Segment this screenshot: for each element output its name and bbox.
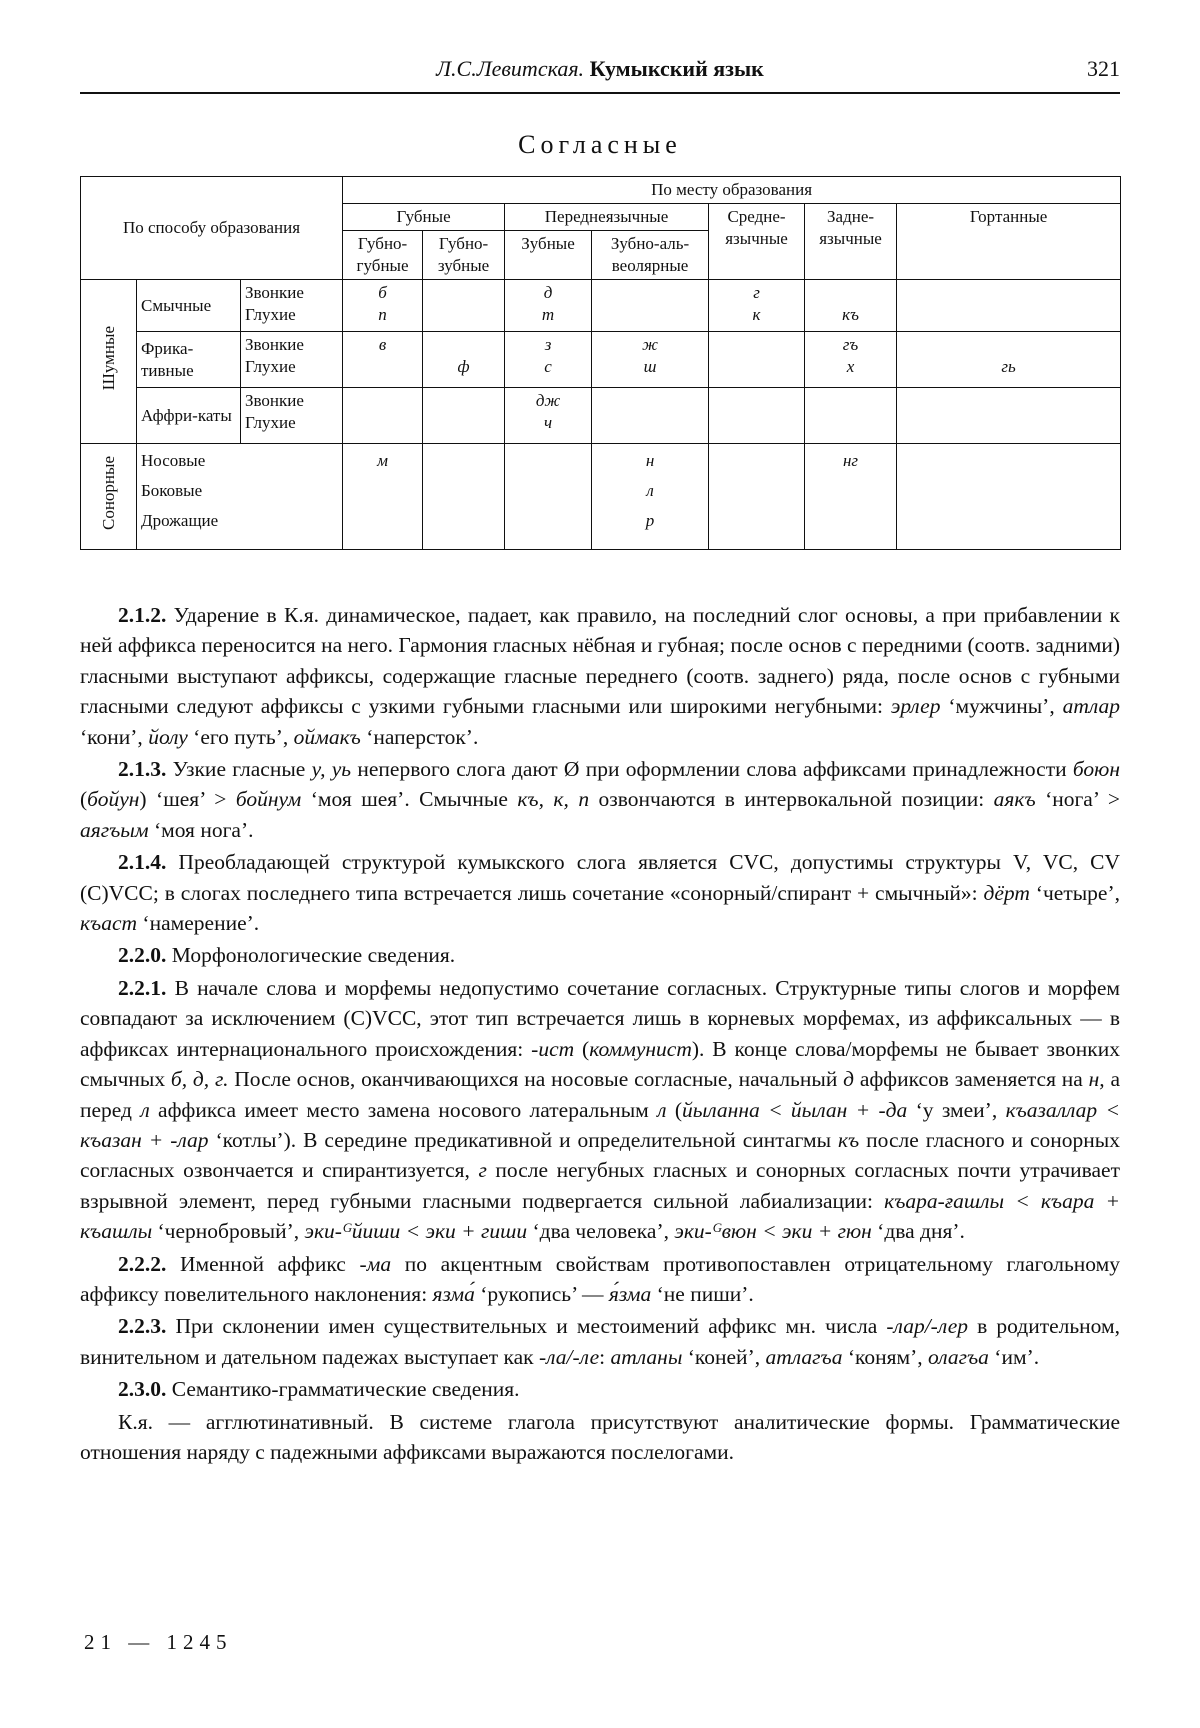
table-title: Согласные xyxy=(518,130,682,159)
paragraph-2-2-1: 2.2.1. В начале слова и морфемы недопустимо сочетание согласных. Структурные типы слогов и морфем совпадают за исключением (C)VCC, этот тип встречается лишь в корневых морфемах, из аффиксальных — в аффиксах интернационального происхождения: -ист (коммунист). В конце слова/морфемы не бывает звонких смычных б, д, г. После основ, оканчивающихся на носовые согласные, начальный д аффиксов заменяется на н, а перед л аффикса имеет место замена носового латеральным л (йыланна < йылан + -да ‘у змеи’, къазаллар < къазан + -лар ‘котлы’). В середине предикативной и определительной синтагмы къ после гласного и сонорных согласных озвончается и спирантизуется, г после негубных гласных и сонорных согласных почти утрачивает взрывной элемент, перед губными гласными подвергается сильной лабиализации: къара-ғашлы < къара + къашлы ‘чернобровый’, эки-ᴳйиши < эки + гиши ‘два человека’, эки-ᴳвюн < эки + гюн ‘два дня’. xyxy=(80,975,1121,1244)
cell-stop-laryngeal xyxy=(897,280,1121,332)
noisy-group xyxy=(81,280,137,444)
cell-aff-dental xyxy=(505,388,592,444)
phoneme: ш xyxy=(643,357,657,376)
cell-son-alveolar xyxy=(592,444,709,550)
frontlingual-header: Переднеязычные xyxy=(505,204,709,231)
cell-stop-bilabial xyxy=(343,280,423,332)
phoneme: нг xyxy=(842,451,859,470)
paragraph-2-1-3: 2.1.3. Узкие гласные у, уь непервого слога дают Ø при оформлении слова аффиксами принадлежности боюн (бойун) ‘шея’ > бойнум ‘моя шея’. Смычные къ, к, п озвончаются в интервокальной позиции: аякъ ‘нога’ > аягъым ‘моя нога’. xyxy=(80,757,1121,842)
labiodental-header: Губно-зубные xyxy=(423,231,505,280)
paragraph-2-2-3: 2.2.3. При склонении имен существительных и местоимений аффикс мн. числа -лар/-лер в родительном, винительном и дательном падежах выступает как -ла/-ле: атланы ‘коней’, атлагъа ‘коням’, олагъа ‘им’. xyxy=(80,1314,1121,1369)
paragraph-2-3-0: 2.3.0. Семантико-грамматические сведения. xyxy=(118,1377,520,1402)
phoneme: з xyxy=(544,335,552,354)
cell-fric-bilabial xyxy=(343,332,423,388)
cell-stop-dental xyxy=(505,280,592,332)
nasal-label: Носовые xyxy=(141,451,206,470)
cell-son-bilabial xyxy=(343,444,423,550)
fricatives-voicing xyxy=(241,332,343,388)
cell-stop-alveolar xyxy=(592,280,709,332)
phoneme: п xyxy=(378,305,387,324)
affricates-label: Аффри-каты xyxy=(137,388,241,444)
phoneme: с xyxy=(544,357,552,376)
noisy-label: Шумные xyxy=(98,326,118,391)
cell-fric-back xyxy=(805,332,897,388)
phoneme: д xyxy=(543,283,553,302)
voiceless-label: Глухие xyxy=(245,413,296,432)
paragraph-2-2-2: 2.2.2. Именной аффикс -ма по акцентным свойствам противопоставлен отрицательному глагольному аффиксу повелительного наклонения: язма́ ‘рукопись’ — я́зма ‘не пиши’. xyxy=(80,1251,1120,1306)
manner-header: По способу образования xyxy=(81,177,343,280)
bilabial-header: Губно-губные xyxy=(343,231,423,280)
cell-stop-labiodental xyxy=(423,280,505,332)
cell-stop-mid xyxy=(709,280,805,332)
cell-fric-laryngeal xyxy=(897,332,1121,388)
consonant-table xyxy=(80,176,1121,550)
phoneme: ч xyxy=(543,413,553,432)
paragraph-2-1-4: 2.1.4. Преобладающей структурой кумыкского слога является CVC, допустимы структуры V, VC, CV (C)VCC; в слогах последнего типа встречается лишь сочетание «сонорный/спирант + смычный»: дёрт ‘четыре’, къаст ‘намерение’. xyxy=(80,850,1120,936)
backlingual-header: Задне-язычные xyxy=(805,204,897,280)
affricates-voicing xyxy=(241,388,343,444)
cell-fric-mid xyxy=(709,332,805,388)
labials-header: Губные xyxy=(343,204,505,231)
dental-header: Зубные xyxy=(505,231,592,280)
phoneme: дж xyxy=(535,391,561,410)
midlingual-header: Средне-язычные xyxy=(709,204,805,280)
paragraph-final: К.я. — агглютинативный. В системе глагола присутствуют аналитические формы. Грамматические отношения наряду с падежными аффиксами выражаются послелогами. xyxy=(80,1409,1120,1464)
voiced-label: Звонкие xyxy=(245,283,304,302)
phoneme: ж xyxy=(642,335,658,354)
paragraph-2-2-0: 2.2.0. Морфонологические сведения. xyxy=(118,943,456,968)
laryngeal-header: Гортанные xyxy=(897,204,1121,280)
phoneme: к xyxy=(752,305,761,324)
alveolar-header: Зубно-аль-веолярные xyxy=(592,231,709,280)
phoneme: г xyxy=(753,283,760,302)
phoneme: х xyxy=(846,357,855,376)
running-header xyxy=(80,50,1120,94)
cell-stop-back xyxy=(805,280,897,332)
voiceless-label: Глухие xyxy=(245,357,296,376)
phoneme: в xyxy=(378,335,387,354)
phoneme: къ xyxy=(842,305,859,324)
phoneme: ф xyxy=(457,357,470,376)
body-text xyxy=(80,600,1120,1469)
stops-voicing xyxy=(241,280,343,332)
stops-label: Смычные xyxy=(137,280,241,332)
article-title: Кумыкский язык xyxy=(589,56,764,81)
printer-signature: 21 — 1245 xyxy=(84,1630,233,1654)
fricatives-label: Фрика-тивные xyxy=(137,332,241,388)
author-name: Л.С.Левитская. xyxy=(436,56,585,81)
phoneme: м xyxy=(377,451,388,470)
sonorant-label: Сонорные xyxy=(98,456,118,531)
voiced-label: Звонкие xyxy=(245,335,304,354)
phoneme: р xyxy=(645,511,655,530)
trill-label: Дрожащие xyxy=(141,511,219,530)
sonorant-types xyxy=(137,444,343,550)
cell-fric-labiodental xyxy=(423,332,505,388)
voiced-label: Звонкие xyxy=(245,391,304,410)
cell-son-back xyxy=(805,444,897,550)
place-header: По месту образования xyxy=(343,177,1121,204)
voiceless-label: Глухие xyxy=(245,305,296,324)
cell-fric-dental xyxy=(505,332,592,388)
phoneme: н xyxy=(645,451,655,470)
phoneme: т xyxy=(541,305,555,324)
running-title xyxy=(80,56,1120,82)
phoneme: л xyxy=(646,481,654,500)
sonorant-group xyxy=(81,444,137,550)
phoneme: б xyxy=(378,283,387,302)
paragraph-2-1-2: 2.1.2. Ударение в К.я. динамическое, падает, как правило, на последний слог основы, а при прибавлении к ней аффикса переносится на него. Гармония гласных нёбная и губная; после основ с передними (соотв. задними) гласными выступают аффиксы, содержащие гласные переднего (соотв. заднего) ряда, после основ с губными гласными следуют аффиксы с узкими губными гласными или широкими негубными: эрлер ‘мужчины’, атлар ‘кони’, йолу ‘его путь’, оймакъ ‘наперсток’. xyxy=(80,603,1120,749)
page-number: 321 xyxy=(1087,56,1120,81)
phoneme: гь xyxy=(1001,357,1016,376)
lateral-label: Боковые xyxy=(141,481,203,500)
phoneme: гъ xyxy=(842,335,859,354)
cell-fric-alveolar xyxy=(592,332,709,388)
